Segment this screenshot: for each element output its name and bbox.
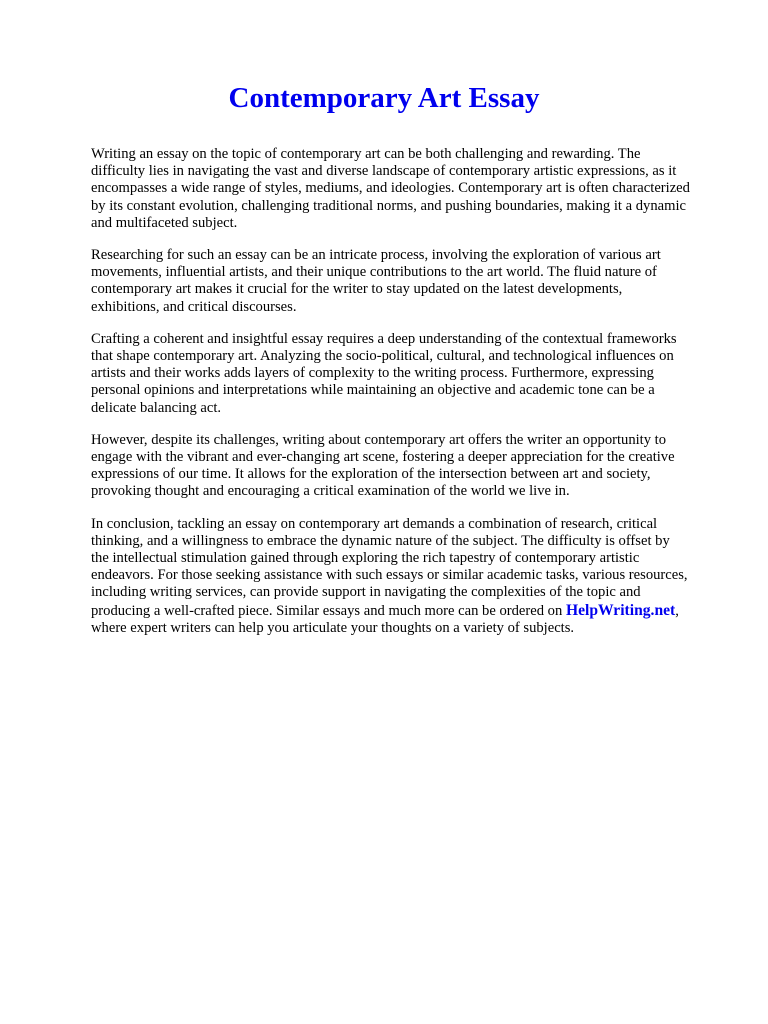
conclusion-text-before-link: In conclusion, tackling an essay on contemporary art demands a combination of research, critical thinking, and a willingness to embrace the dynamic nature of the subject. The difficulty is offset by the intellectual stimulation gained through exploring the rich tapestry of contemporary artistic endeavors. For those seeking assistance with such essays or similar academic tasks, various resources, including writing services, can provide support in navigating the complexities of the topic and producing a well-crafted piece. Similar essays and much more can be ordered on [91, 515, 688, 619]
page-title: Contemporary Art Essay [228, 82, 540, 114]
paragraph-conclusion [91, 516, 691, 637]
paragraph-3: Crafting a coherent and insightful essay requires a deep understanding of the contextual frameworks that shape contemporary art. Analyzing the socio-political, cultural, and technological influences on artists and their works adds layers of complexity to the writing process. Furthermore, expressing personal opinions and interpretations while maintaining an objective and academic tone can be a delicate balancing act. [91, 330, 677, 416]
paragraph-1: Writing an essay on the topic of contemporary art can be both challenging and rewarding. The difficulty lies in navigating the vast and diverse landscape of contemporary artistic expressions, as it encompasses a wide range of styles, mediums, and ideologies. Contemporary art is often characterized by its constant evolution, challenging traditional norms, and pushing boundaries, making it a dynamic and multifaceted subject. [91, 146, 690, 231]
paragraph-2: Researching for such an essay can be an intricate process, involving the exploration of various art movements, influential artists, and their unique contributions to the art world. The fluid nature of contemporary art makes it crucial for the writer to stay updated on the latest developments, exhibitions, and critical discourses. [91, 247, 661, 315]
essay-body [91, 146, 691, 652]
conclusion-text-after-link: , where expert writers can help you articulate your thoughts on a variety of subjects. [91, 602, 679, 636]
paragraph-4: However, despite its challenges, writing about contemporary art offers the writer an opportunity to engage with the vibrant and ever-changing art scene, fostering a deeper appreciation for the creative expressions of our time. It allows for the exploration of the intersection between art and society, provoking thought and encouraging a critical examination of the world we live in. [91, 431, 675, 500]
helpwriting-link[interactable]: HelpWriting.net [565, 601, 676, 619]
